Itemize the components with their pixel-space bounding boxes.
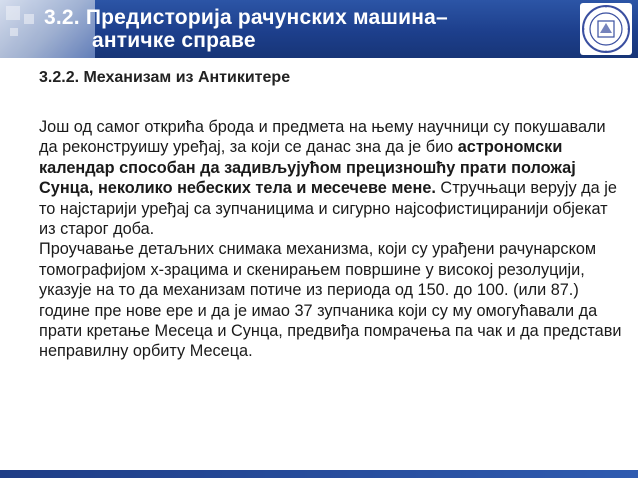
section-subtitle: 3.2.2. Механизам из Антикитере	[39, 69, 291, 86]
title-line-1: 3.2. Предисторија рачунских машина–	[44, 6, 448, 29]
slide-body	[39, 117, 624, 362]
faculty-seal-icon	[580, 3, 632, 55]
paragraph-1-bold: астрономски календар способан да задивљујућом прецизношћу прати положај Сунца, неколико небеских тела и месечеве мене.	[39, 138, 576, 198]
footer-bar	[0, 470, 638, 478]
slide-header	[0, 0, 638, 58]
slide-title	[44, 6, 524, 52]
paragraph-1-text-b: Стручњаци верују да је то најстарији уређај са зупчаницима и сигурно најсофистициранији објекат из старог доба.	[39, 179, 617, 239]
paragraph-1	[39, 117, 624, 239]
paragraph-1-text-a: Још од самог открића брода и предмета на њему научници су покушавали да реконструишу уређај, за који се данас зна да је био	[39, 118, 606, 157]
title-line-2: античке справе	[92, 29, 256, 52]
paragraph-2: Проучавање детаљних снимака механизма, који су урађени рачунарском томографијом х-зрацима и скенирањем површине у високој резолуцији, указује на то да механизам потиче из периода од 150. до 100. (или 87.) године пре нове ере и да је имао 37 зупчаника који су му омогућавали да прати кретање Месеца и Сунца, предвиђа помрачења па чак и да представи неправилну орбиту Месеца.	[39, 240, 622, 361]
